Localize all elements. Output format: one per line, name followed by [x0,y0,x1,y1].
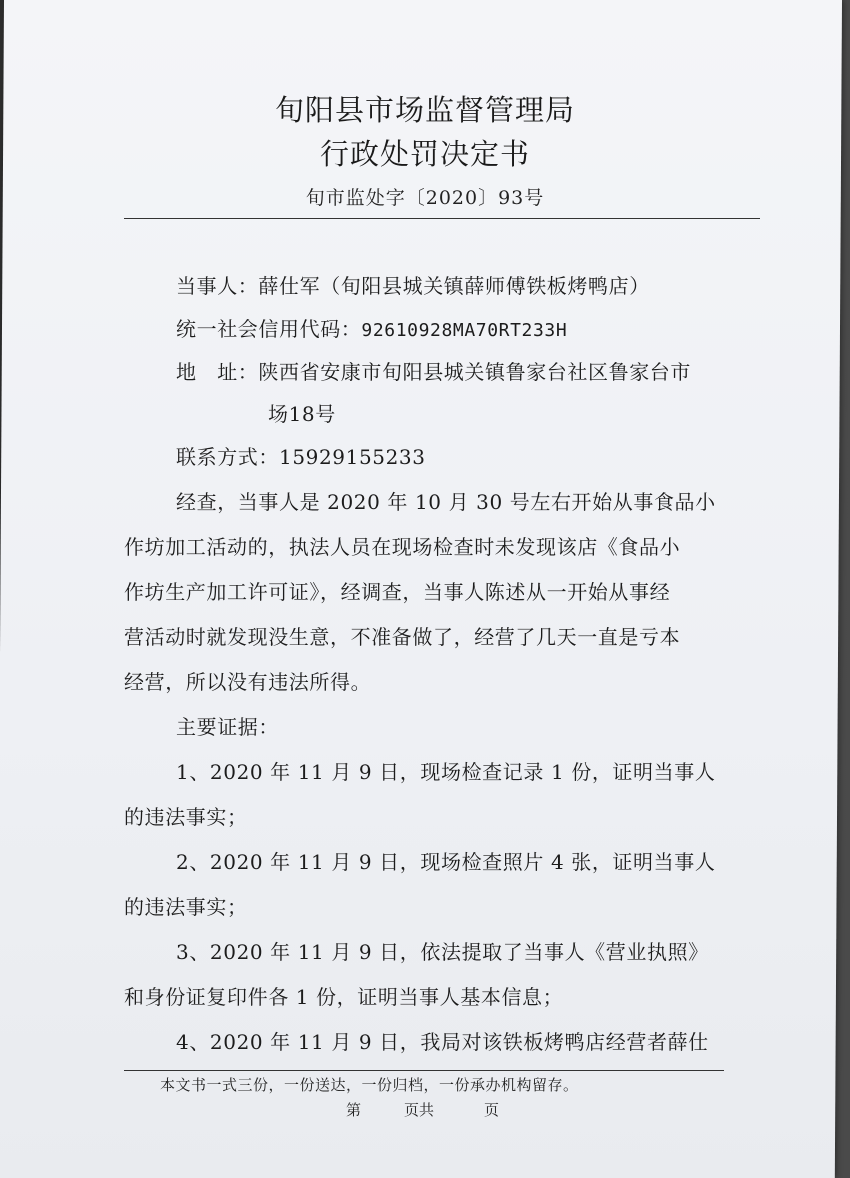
evidence-heading: 主要证据： [176,715,279,739]
party-name-row [176,270,650,299]
document-number: 旬市监处字〔2020〕93号 [305,187,545,209]
evidence-line: 1、2020 年 11 月 9 日，现场检查记录 1 份，证明当事人 [176,760,716,784]
footer-note: 本文书一式三份，一份送达，一份归档，一份承办机构留存。 [160,1076,579,1094]
page-counter [346,1099,499,1120]
document-type-title: 行政处罚决定书 [319,137,530,171]
header-divider [124,218,760,219]
address-value-line2: 场18号 [268,402,336,426]
agency-title: 旬阳县市场监督管理局 [274,93,575,127]
credit-code-row [176,313,567,342]
address-value-line1: 陕西省安康市旬阳县城关镇鲁家台社区鲁家台市 [258,360,692,384]
evidence-line: 3、2020 年 11 月 9 日，依法提取了当事人《营业执照》 [176,940,709,964]
evidence-line: 2、2020 年 11 月 9 日，现场检查照片 4 张，证明当事人 [176,850,716,874]
page-suffix: 页 [484,1101,500,1119]
footer-divider [124,1070,724,1071]
finding-line: 经查，当事人是 2020 年 10 月 30 号左右开始从事食品小 [176,490,716,514]
address-label: 地 址： [176,360,259,384]
contact-value: 15929155233 [279,445,426,469]
finding-line: 营活动时就发现没生意，不准备做了，经营了几天一直是亏本 [124,625,681,649]
address-row [176,356,691,385]
evidence-line: 的违法事实； [124,895,248,919]
page-prefix: 第 [346,1101,362,1119]
page-middle: 页共 [404,1101,435,1119]
credit-code-value: 92610928MA70RT233H [361,320,568,341]
evidence-line: 和身份证复印件各 1 份，证明当事人基本信息； [124,985,564,1009]
contact-row [176,441,426,470]
party-name-value: 薛仕军（旬阳县城关镇薛师傅铁板烤鸭店） [258,274,650,298]
evidence-line: 的违法事实； [124,805,248,829]
party-name-label: 当事人： [176,274,259,298]
finding-line: 经营，所以没有违法所得。 [124,670,372,694]
finding-line: 作坊加工活动的，执法人员在现场检查时未发现该店《食品小 [124,535,681,559]
finding-line: 作坊生产加工许可证》，经调查，当事人陈述从一开始从事经 [124,580,671,604]
contact-label: 联系方式： [176,445,279,469]
credit-code-label: 统一社会信用代码： [176,317,362,341]
evidence-line: 4、2020 年 11 月 9 日，我局对该铁板烤鸭店经营者薛仕 [176,1030,709,1054]
